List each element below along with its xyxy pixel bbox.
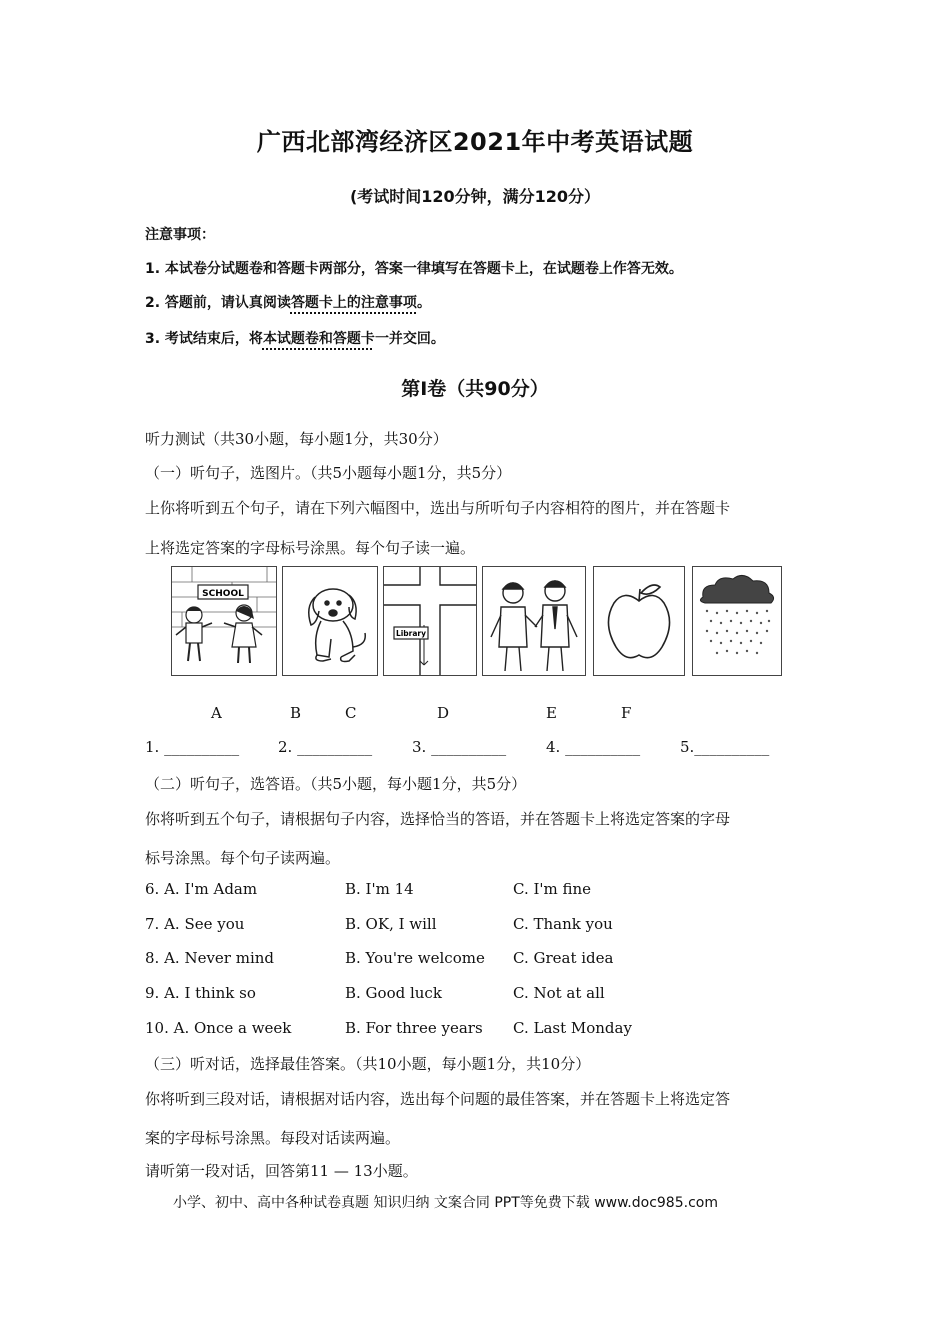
school-illustration [172, 567, 276, 675]
part3-instruction-line1: 你将听到三段对话，请根据对话内容，选出每个问题的最佳答案，并在答题卡上将选定答 [145, 1090, 731, 1108]
note-item-1: 1. 本试卷分试题卷和答题卡两部分，答案一律填写在答题卡上，在试题卷上作答无效。 [145, 261, 683, 277]
question-9-option-a: 9. A. I think so [145, 984, 256, 1002]
note-item-3-emphasis: 本试题卷和答题卡 [262, 331, 375, 347]
question-7-option-c: C. Thank you [513, 915, 613, 933]
note-item-2-text: 2. 答题前，请认真阅读 [145, 295, 291, 311]
note-item-3 [145, 328, 445, 348]
question-10-option-b: B. For three years [345, 1019, 483, 1037]
question-8-option-c: C. Great idea [513, 949, 614, 967]
answer-blank-1: 1. __________ [145, 738, 240, 756]
library-sign-text: Library [395, 629, 427, 638]
picture-label-c: C [345, 704, 357, 722]
picture-label-b: B [290, 704, 302, 722]
part2-instruction-line2: 标号涂黑。每个句子读两遍。 [145, 849, 341, 867]
part1-instruction-line1: 上你将听到五个句子，请在下列六幅图中，选出与所听句子内容相符的图片，并在答题卡 [145, 499, 731, 517]
handshake-illustration [483, 567, 585, 675]
part1-title: （一）听句子，选图片。（共5小题每小题1分，共5分） [145, 464, 512, 482]
question-6-option-a: 6. A. I'm Adam [145, 880, 258, 898]
exam-time-info: (考试时间120分钟，满分120分） [349, 187, 601, 206]
rain-illustration [693, 567, 781, 675]
picture-b-dog [282, 566, 378, 676]
note-item-2-end: 。 [416, 295, 431, 311]
picture-a-school [171, 566, 277, 676]
note-item-2 [145, 292, 431, 312]
picture-label-e: E [546, 704, 557, 722]
answer-blank-3: 3. __________ [412, 738, 507, 756]
question-10-option-a: 10. A. Once a week [145, 1019, 292, 1037]
dialog-1-instruction: 请听第一段对话，回答第11 — 13小题。 [145, 1162, 418, 1180]
listening-heading: 听力测试（共30小题，每小题1分，共30分） [145, 430, 448, 448]
question-8-option-a: 8. A. Never mind [145, 949, 275, 967]
part2-title: （二）听句子，选答语。（共5小题，每小题1分，共5分） [145, 775, 527, 793]
picture-f-rain [692, 566, 782, 676]
note-item-3-end: 一并交回。 [374, 331, 445, 347]
picture-c-library-map [383, 566, 477, 676]
library-map-illustration [384, 567, 476, 675]
picture-e-apple [593, 566, 685, 676]
answer-blank-2: 2. __________ [278, 738, 373, 756]
note-item-3-text: 3. 考试结束后，将 [145, 331, 263, 347]
answer-blank-4: 4. __________ [546, 738, 641, 756]
notes-heading: 注意事项： [145, 227, 215, 243]
section-title: 第Ⅰ卷（共90分） [401, 378, 549, 400]
picture-label-d: D [437, 704, 450, 722]
part3-title: （三）听对话，选择最佳答案。（共10小题，每小题1分，共10分） [145, 1055, 591, 1073]
question-6-option-c: C. I'm fine [513, 880, 592, 898]
question-8-option-b: B. You're welcome [345, 949, 485, 967]
apple-illustration [594, 567, 684, 675]
dog-illustration [283, 567, 377, 675]
part1-instruction-line2: 上将选定答案的字母标号涂黑。每个句子读一遍。 [145, 539, 476, 557]
answer-blank-5: 5.__________ [680, 738, 770, 756]
question-7-option-a: 7. A. See you [145, 915, 245, 933]
footer-ad: 小学、初中、高中各种试卷真题 知识归纳 文案合同 PPT等免费下载 www.doc985.com [173, 1195, 718, 1211]
question-7-option-b: B. OK, I will [345, 915, 437, 933]
question-10-option-c: C. Last Monday [513, 1019, 632, 1037]
question-9-option-c: C. Not at all [513, 984, 605, 1002]
question-9-option-b: B. Good luck [345, 984, 442, 1002]
part2-instruction-line1: 你将听到五个句子，请根据句子内容，选择恰当的答语，并在答题卡上将选定答案的字母 [145, 810, 731, 828]
picture-d-handshake [482, 566, 586, 676]
note-item-2-emphasis: 答题卡上的注意事项 [290, 295, 417, 311]
picture-label-a: A [211, 704, 222, 722]
school-sign-text: SCHOOL [202, 589, 244, 599]
question-6-option-b: B. I'm 14 [345, 880, 414, 898]
picture-label-f: F [621, 704, 632, 722]
part3-instruction-line2: 案的字母标号涂黑。每段对话读两遍。 [145, 1129, 401, 1147]
page-title: 广西北部湾经济区2021年中考英语试题 [256, 128, 694, 156]
